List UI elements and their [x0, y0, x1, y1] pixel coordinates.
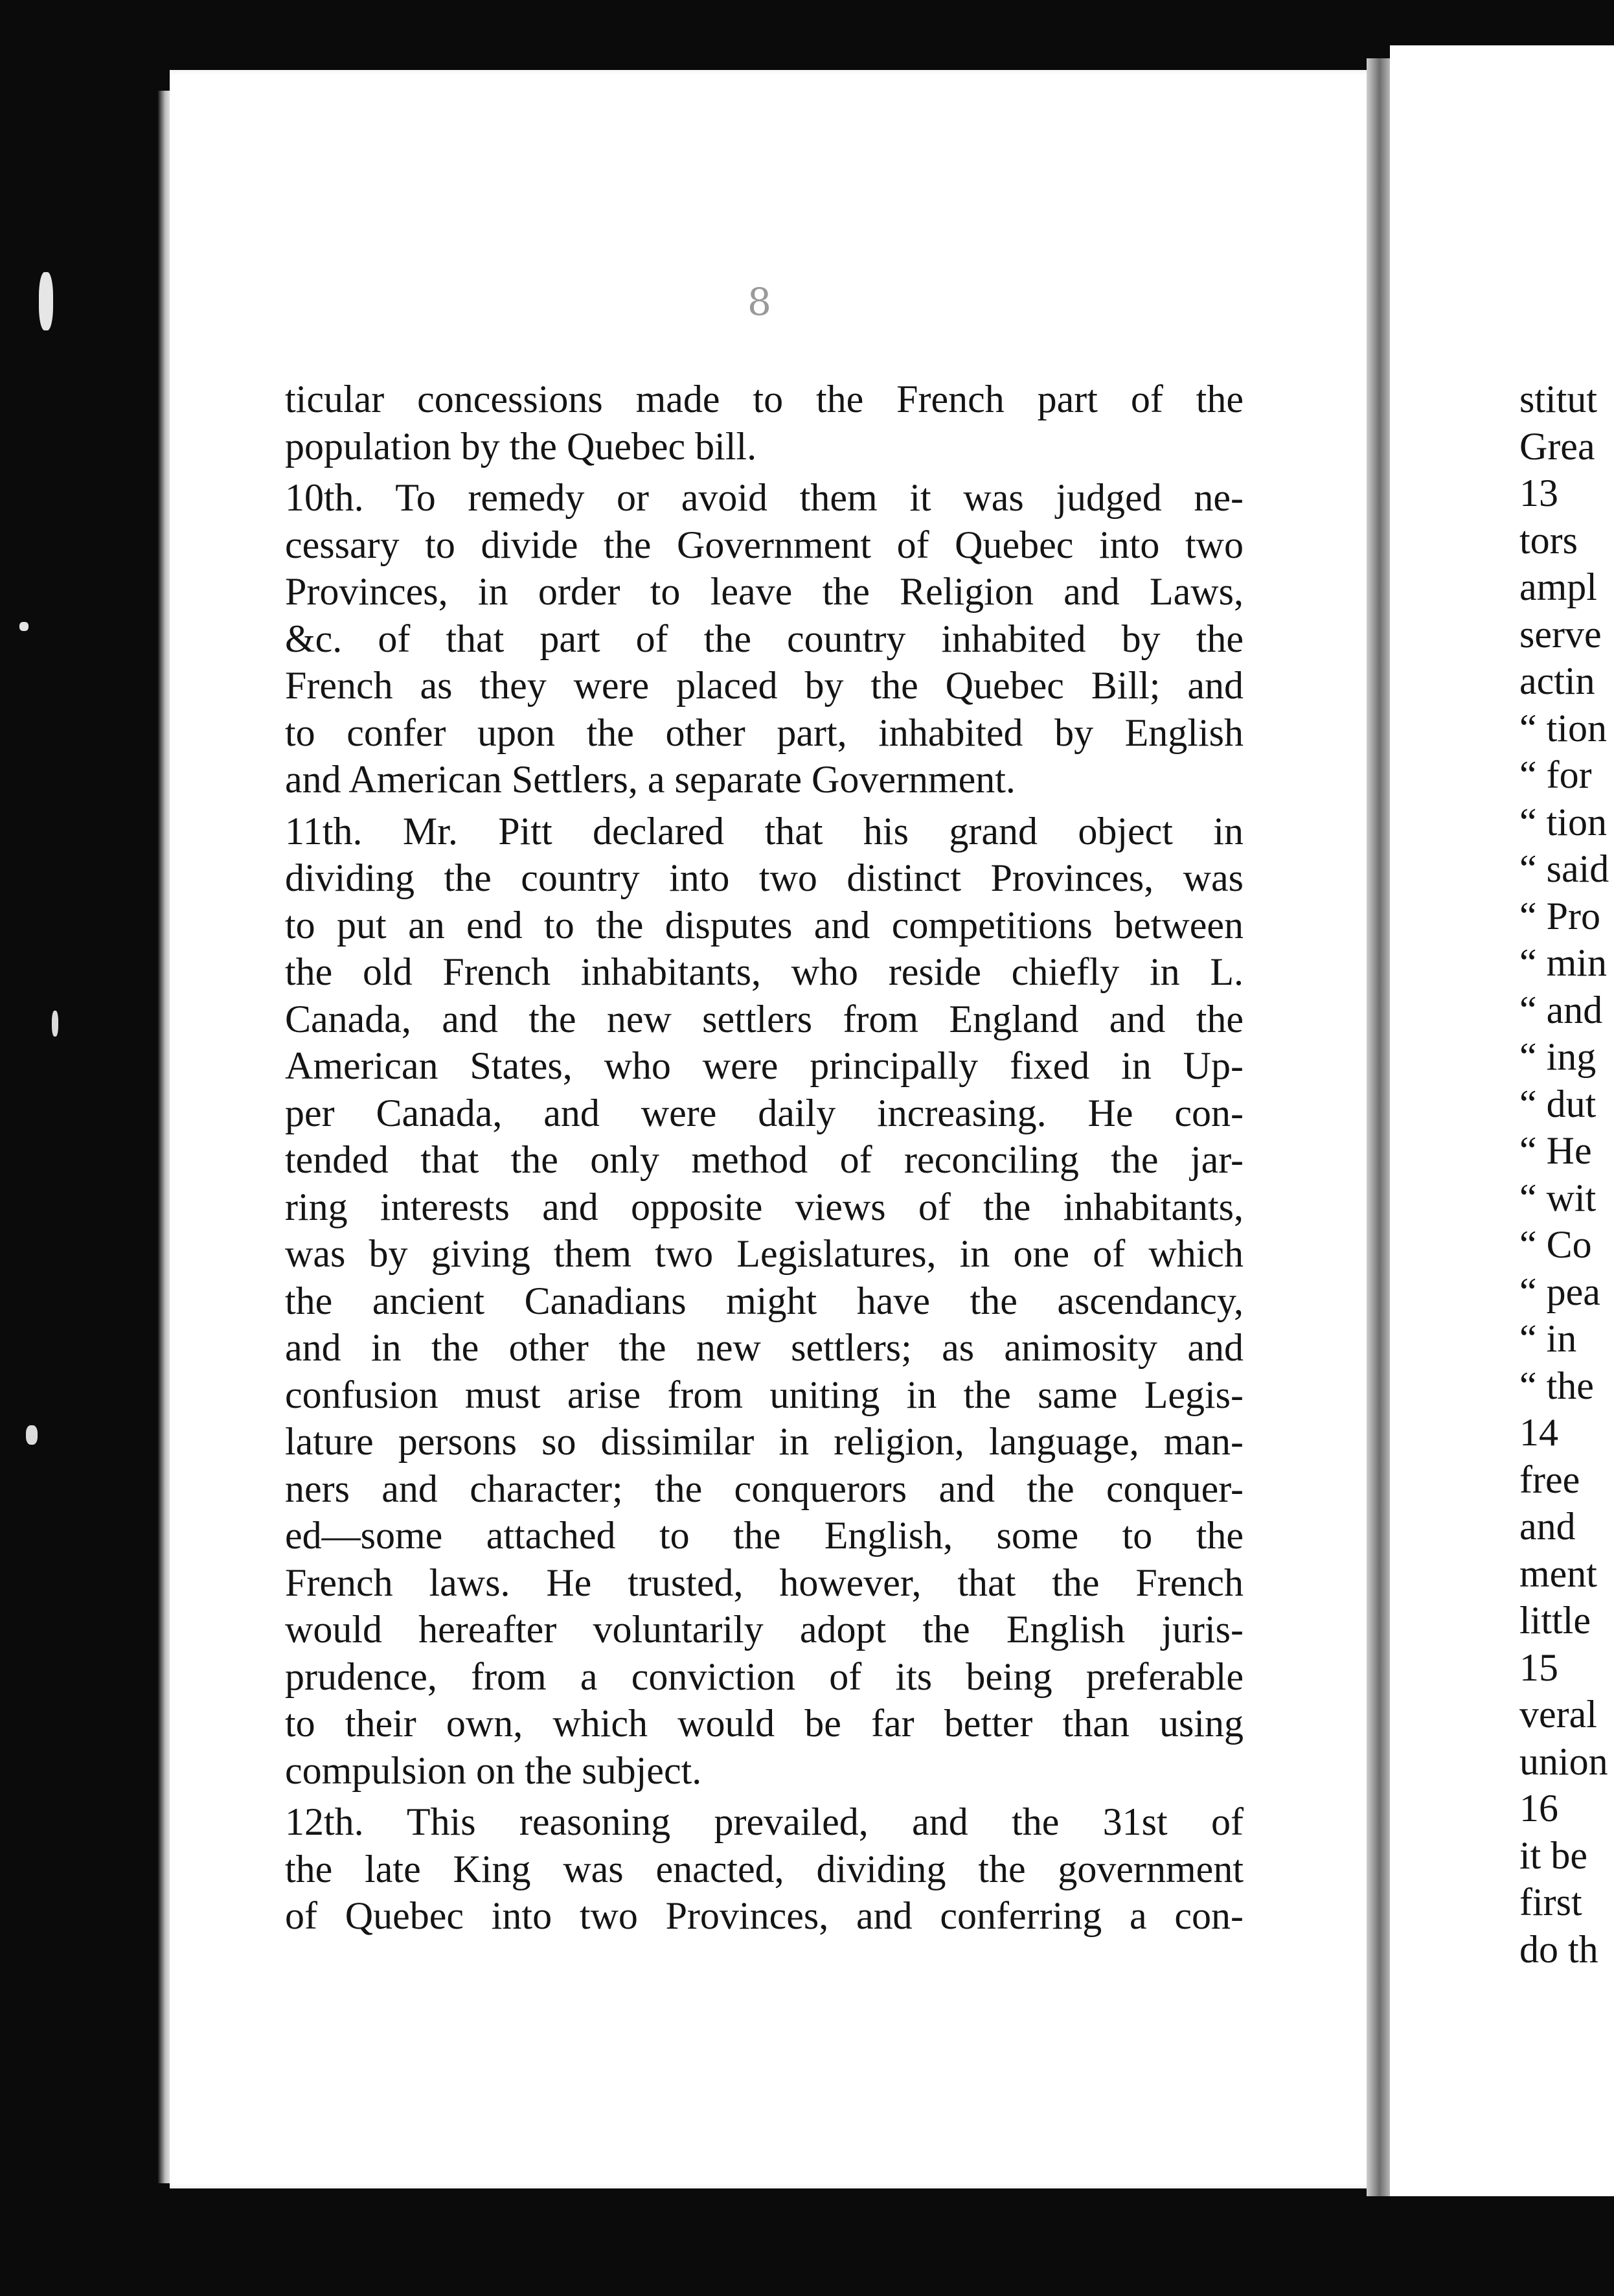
fragment-line: Grea [1519, 424, 1595, 468]
text-line: Provinces, in order to leave the Religion and Laws, [285, 570, 1244, 613]
fragment-line: veral [1519, 1693, 1597, 1736]
fragment-line: and [1519, 1505, 1576, 1548]
fragment-line: “ the [1519, 1364, 1594, 1407]
text-line: prudence, from a conviction of its being preferable [285, 1655, 1244, 1698]
fragment-line: “ Co [1519, 1223, 1592, 1266]
fragment-line: 14 [1519, 1411, 1558, 1454]
fragment-line: actin [1519, 660, 1595, 702]
paragraph-gap [285, 1794, 1244, 1798]
fragment-line: union [1519, 1739, 1608, 1783]
text-line: the old French inhabitants, who reside chiefly in L. [285, 950, 1244, 993]
text-line: and American Settlers, a separate Government. [285, 758, 1016, 801]
text-line: confusion must arise from uniting in the same Legis- [285, 1373, 1244, 1416]
fragment-line: “ pea [1519, 1270, 1600, 1313]
fragment-line: 15 [1519, 1646, 1558, 1689]
text-line: French laws. He trusted, however, that the French [285, 1561, 1244, 1604]
book-gutter [1367, 58, 1392, 2196]
text-line: would hereafter voluntarily adopt the English juris- [285, 1608, 1244, 1651]
fragment-line: first [1519, 1881, 1582, 1923]
fragment-line: “ He [1519, 1129, 1592, 1172]
text-line: 10th. To remedy or avoid them it was judged ne- [285, 476, 1244, 519]
fragment-line: “ ing [1519, 1035, 1597, 1078]
text-line: to their own, which would be far better than using [285, 1702, 1244, 1745]
fragment-line: “ for [1519, 753, 1592, 796]
fragment-line: little [1519, 1599, 1591, 1642]
paragraph-gap [285, 803, 1244, 808]
text-line: and in the other the new settlers; as animosity and [285, 1326, 1244, 1369]
text-line: the ancient Canadians might have the ascendancy, [285, 1279, 1244, 1322]
fragment-line: “ tion [1519, 800, 1607, 844]
fragment-line: 16 [1519, 1787, 1558, 1830]
fragment-line: ampl [1519, 566, 1597, 608]
fragment-line: “ and [1519, 988, 1603, 1031]
fragment-line: ment [1519, 1552, 1597, 1595]
fragment-line: it be [1519, 1833, 1587, 1877]
text-line: per Canada, and were daily increasing. He con- [285, 1091, 1244, 1134]
text-line: ring interests and opposite views of the inhabitants, [285, 1185, 1244, 1228]
scan-speck [52, 1011, 58, 1037]
left-page-text [285, 376, 1244, 1940]
text-line: cessary to divide the Government of Quebec into two [285, 523, 1244, 566]
scan-speck [19, 622, 28, 631]
text-line: &c. of that part of the country inhabited by the [285, 617, 1244, 660]
right-page-fragment [1519, 376, 1614, 1973]
fragment-line: free [1519, 1458, 1580, 1501]
text-line: lature persons so dissimilar in religion, language, man- [285, 1420, 1244, 1463]
text-line: dividing the country into two distinct Provinces, was [285, 856, 1244, 899]
text-line: population by the Quebec bill. [285, 424, 757, 468]
scan-speck [39, 272, 53, 330]
text-line: to confer upon the other part, inhabited by English [285, 711, 1244, 754]
fragment-line: “ Pro [1519, 894, 1600, 937]
fragment-line: do th [1519, 1927, 1598, 1971]
fragment-line: tors [1519, 518, 1578, 562]
paragraph-gap [285, 470, 1244, 474]
text-line: Canada, and the new settlers from England and the [285, 997, 1244, 1040]
fragment-line: “ min [1519, 941, 1607, 984]
fragment-line: 13 [1519, 472, 1558, 514]
text-line: French as they were placed by the Quebec Bill; and [285, 664, 1244, 707]
fragment-line: “ wit [1519, 1176, 1597, 1219]
fragment-line: stitut [1519, 378, 1598, 420]
fragment-line: “ said [1519, 847, 1609, 890]
text-line: ticular concessions made to the French part of the [285, 378, 1244, 420]
fragment-line: serve [1519, 612, 1602, 656]
text-line: ed—some attached to the English, some to the [285, 1514, 1244, 1557]
text-line: ners and character; the conquerors and the conquer- [285, 1467, 1244, 1510]
fragment-line: “ dut [1519, 1082, 1597, 1125]
fragment-line: “ in [1519, 1317, 1577, 1360]
fragment-line: “ tion [1519, 706, 1607, 750]
text-line: tended that the only method of reconciling the jar- [285, 1138, 1244, 1181]
page-number: 8 [747, 280, 771, 324]
text-line: 12th. This reasoning prevailed, and the 31st of [285, 1800, 1244, 1843]
text-line: to put an end to the disputes and competitions between [285, 903, 1244, 947]
scan-speck [26, 1425, 38, 1445]
text-line: 11th. Mr. Pitt declared that his grand object in [285, 809, 1244, 853]
text-line: American States, who were principally fixed in Up- [285, 1044, 1244, 1087]
text-line: compulsion on the subject. [285, 1749, 702, 1792]
text-line: of Quebec into two Provinces, and conferring a con- [285, 1894, 1244, 1937]
text-line: was by giving them two Legislatures, in one of which [285, 1232, 1244, 1275]
text-line: the late King was enacted, dividing the government [285, 1847, 1244, 1890]
